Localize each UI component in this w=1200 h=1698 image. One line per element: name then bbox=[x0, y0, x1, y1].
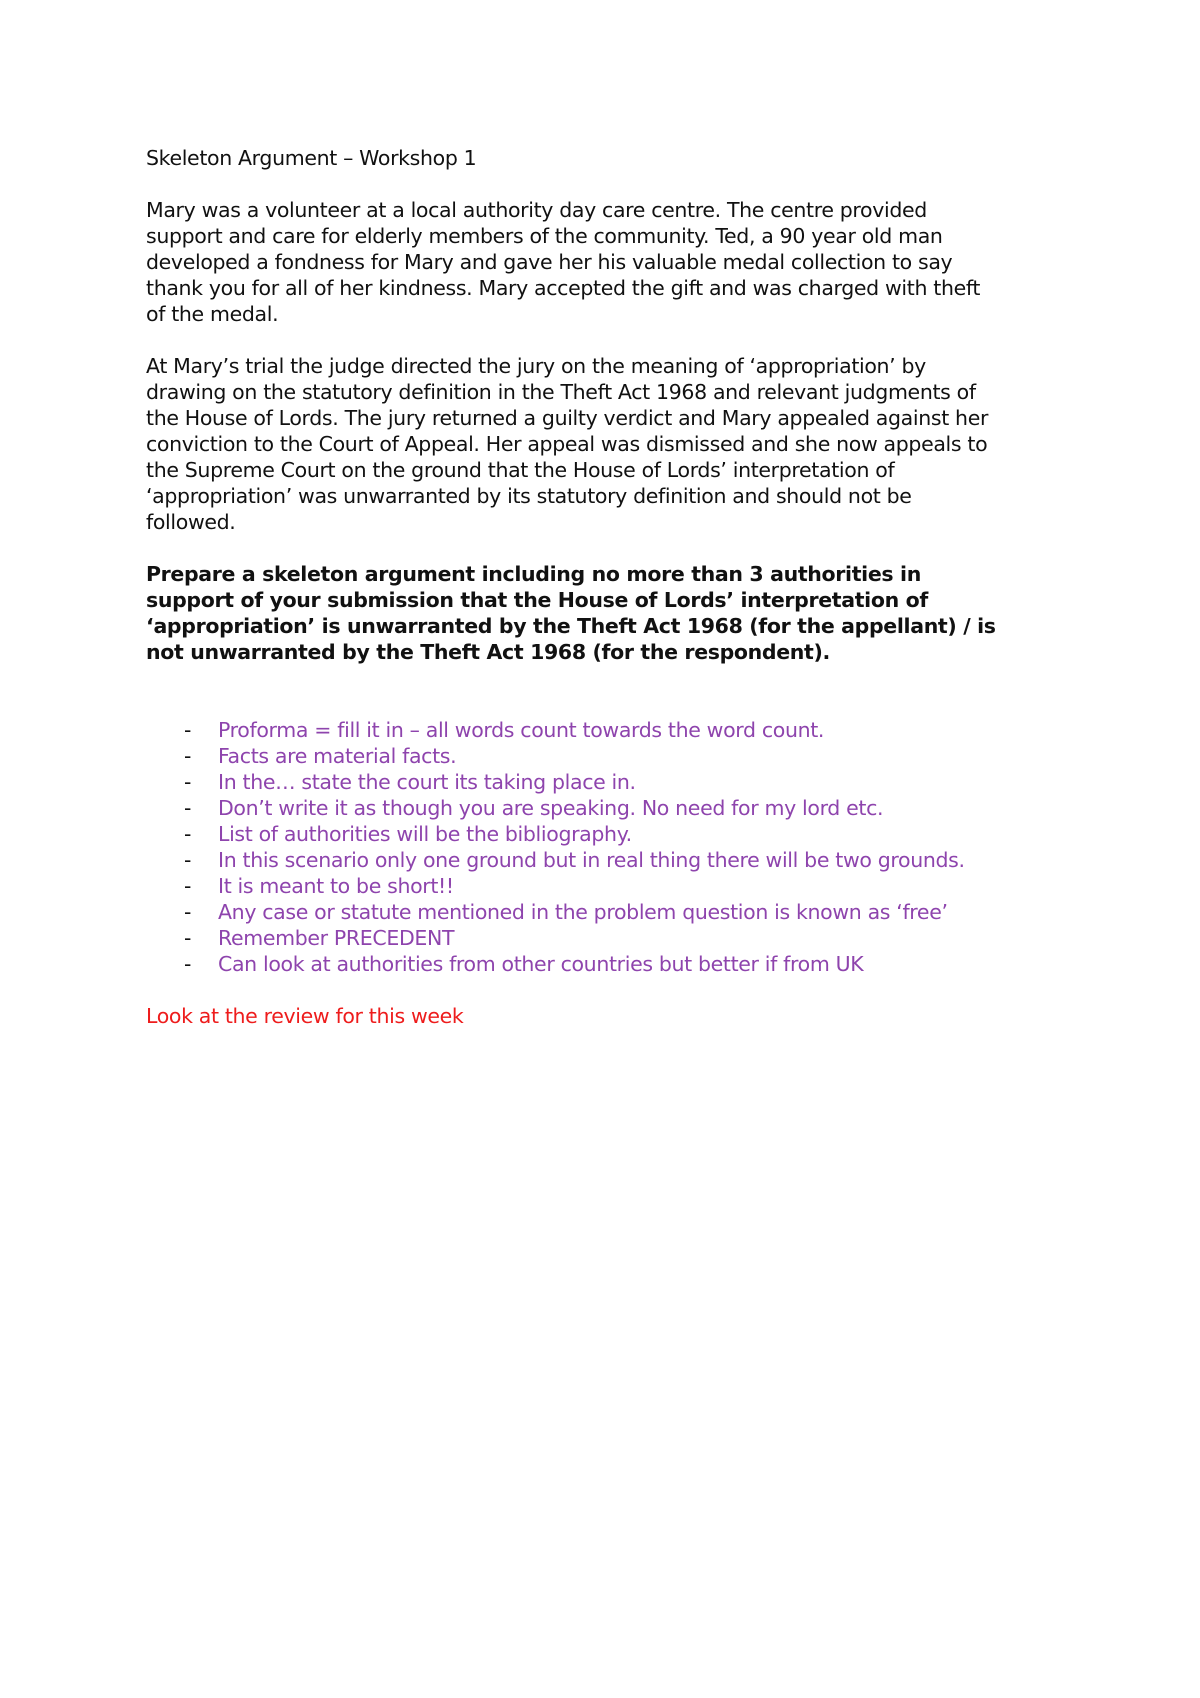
note-text: Any case or statute mentioned in the problem question is known as ‘free’ bbox=[218, 900, 948, 924]
dash-marker: - bbox=[184, 796, 192, 820]
note-text: In the… state the court its taking place in. bbox=[218, 770, 636, 794]
list-item bbox=[146, 847, 1076, 873]
dash-marker: - bbox=[184, 770, 192, 794]
dash-marker: - bbox=[184, 744, 192, 768]
list-item bbox=[146, 925, 1076, 951]
note-text: Don’t write it as though you are speaking. No need for my lord etc. bbox=[218, 796, 884, 820]
document-page bbox=[146, 145, 1076, 1029]
dash-marker: - bbox=[184, 874, 192, 898]
list-item bbox=[146, 743, 1076, 769]
facts-paragraph: Mary was a volunteer at a local authority day care centre. The centre provided support and care for elderly members of the community. Ted, a 90 year old man developed a fondness for Mary and gave her his valuable medal collection to say thank you for all of her kindness. Mary accepted the gift and was charged with theft of the medal. bbox=[146, 198, 981, 326]
note-text: Can look at authorities from other countries but better if from UK bbox=[218, 952, 864, 976]
list-item bbox=[146, 795, 1076, 821]
notes-list bbox=[146, 717, 1076, 977]
task-instruction: Prepare a skeleton argument including no more than 3 authorities in support of your submission that the House of Lords’ interpretation of ‘appropriation’ is unwarranted by the Theft Act 1968 (for the appellant) / is not unwarranted by the Theft Act 1968 (for the respondent). bbox=[146, 562, 996, 664]
document-title: Skeleton Argument – Workshop 1 bbox=[146, 146, 477, 170]
dash-marker: - bbox=[184, 900, 192, 924]
note-text: Facts are material facts. bbox=[218, 744, 457, 768]
list-item bbox=[146, 899, 1076, 925]
trial-paragraph: At Mary’s trial the judge directed the jury on the meaning of ‘appropriation’ by drawing on the statutory definition in the Theft Act 1968 and relevant judgments of the House of Lords. The jury returned a guilty verdict and Mary appealed against her conviction to the Court of Appeal. Her appeal was dismissed and she now appeals to the Supreme Court on the ground that the House of Lords’ interpretation of ‘appropriation’ was unwarranted by its statutory definition and should not be followed. bbox=[146, 354, 989, 534]
list-item bbox=[146, 769, 1076, 795]
note-text: Proforma = fill it in – all words count towards the word count. bbox=[218, 718, 825, 742]
note-text: In this scenario only one ground but in real thing there will be two grounds. bbox=[218, 848, 965, 872]
list-item bbox=[146, 717, 1076, 743]
dash-marker: - bbox=[184, 848, 192, 872]
list-item bbox=[146, 873, 1076, 899]
note-text: It is meant to be short!! bbox=[218, 874, 454, 898]
dash-marker: - bbox=[184, 822, 192, 846]
dash-marker: - bbox=[184, 952, 192, 976]
dash-marker: - bbox=[184, 718, 192, 742]
note-text: List of authorities will be the bibliography. bbox=[218, 822, 632, 846]
review-note: Look at the review for this week bbox=[146, 1004, 464, 1028]
list-item bbox=[146, 951, 1076, 977]
dash-marker: - bbox=[184, 926, 192, 950]
list-item bbox=[146, 821, 1076, 847]
note-text: Remember PRECEDENT bbox=[218, 926, 455, 950]
